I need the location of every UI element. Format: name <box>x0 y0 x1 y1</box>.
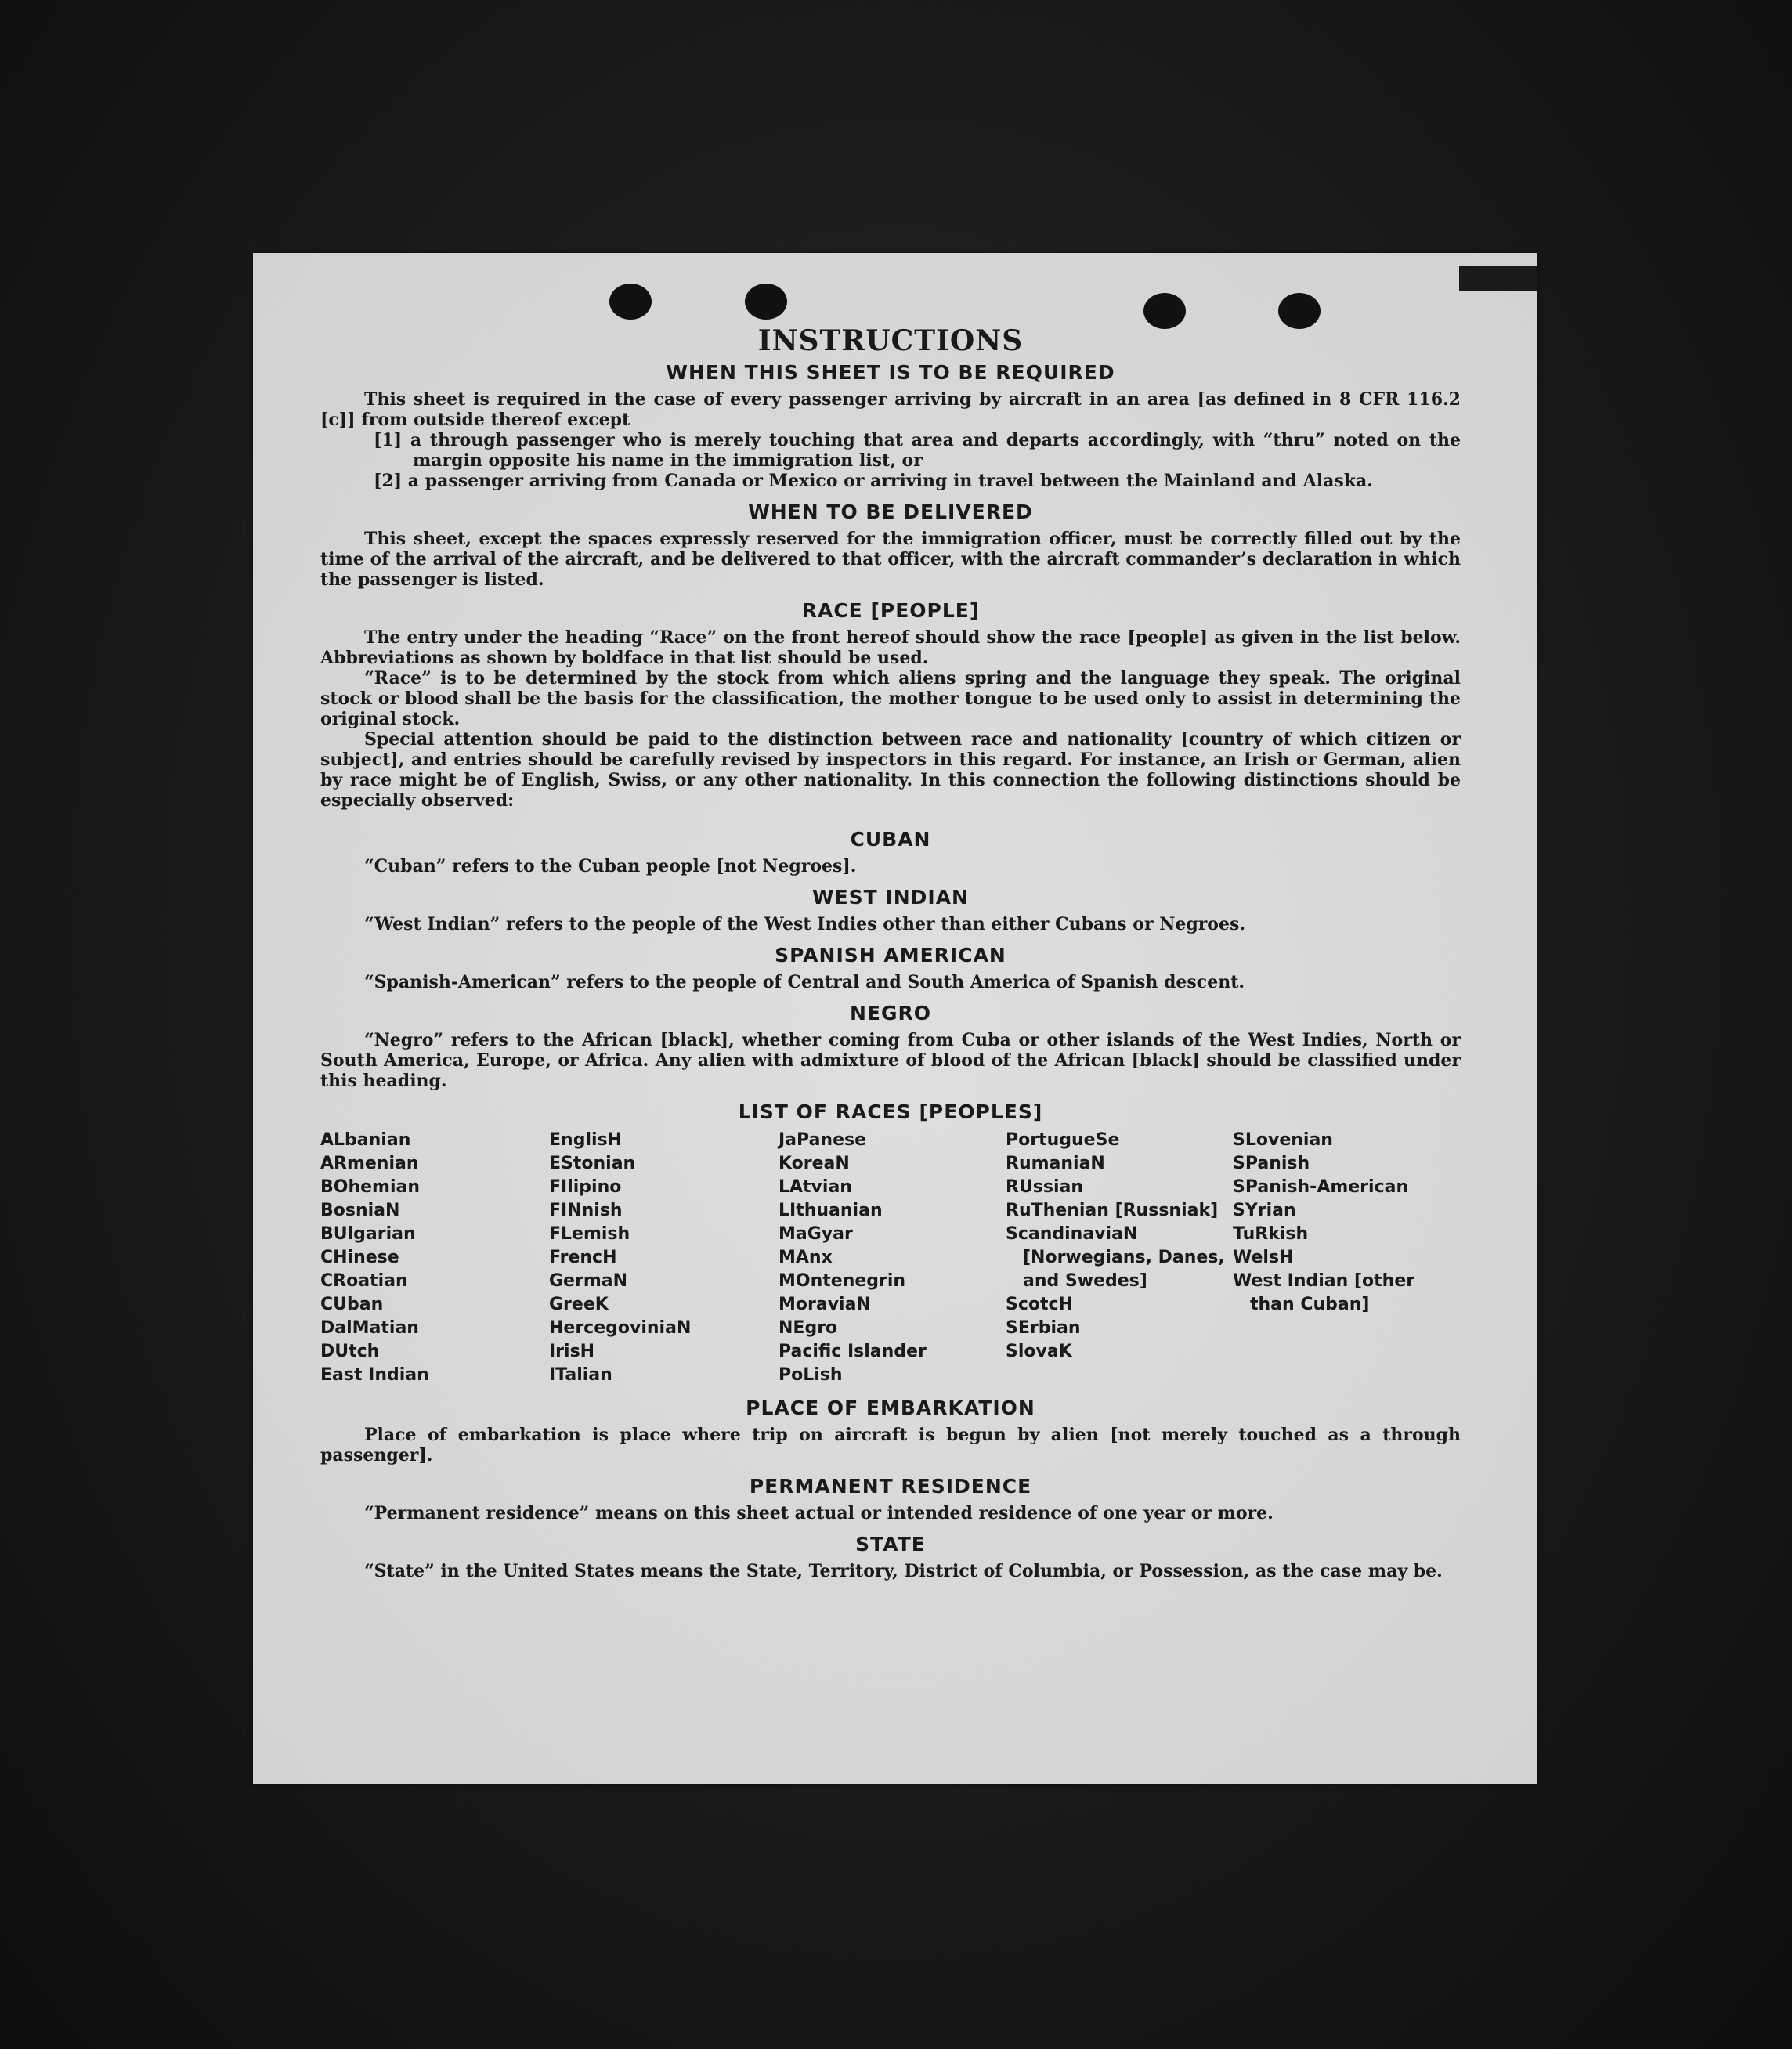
race-entry: CHinese <box>320 1248 399 1267</box>
race-entry: MOntenegrin <box>779 1271 906 1291</box>
race-paragraph: Special attention should be paid to the distinction between race and nationality [country of which citizen or subject], and entries should be carefully revised by inspectors in this regard. For instance, an Irish or German, alien by race might be of English, Swiss, or any other nationality. In this connection the following distinctions should be especially observed: <box>320 729 1461 811</box>
races-column <box>1006 1129 1233 1387</box>
race-entry: PortugueSe <box>1006 1130 1120 1150</box>
race-entry: ScotcH <box>1006 1295 1073 1314</box>
race-entry: DalMatian <box>320 1318 419 1338</box>
race-entry: LAtvian <box>779 1177 852 1197</box>
punch-hole <box>609 284 652 320</box>
exception-item: [1] a through passenger who is merely touching that area and departs accordingly, with “thru” noted on the margin opposite his name in the immigration list, or <box>374 430 1461 471</box>
race-entry: SLovenian <box>1233 1130 1333 1150</box>
sheet-corner-tab <box>1459 266 1537 291</box>
race-entry: TuRkish <box>1233 1224 1309 1244</box>
races-table <box>320 1129 1461 1387</box>
races-column <box>779 1129 1006 1387</box>
when-delivered-text: This sheet, except the spaces expressly reserved for the immigration officer, must be correctly filled out by the time of the arrival of the aircraft, and be delivered to that officer, with the aircraft commander’s declaration in which the passenger is listed. <box>320 529 1461 590</box>
spanish-american-heading: SPANISH AMERICAN <box>775 944 1006 967</box>
list-of-races-heading: LIST OF RACES [PEOPLES] <box>738 1100 1043 1123</box>
state-text: “State” in the United States means the State, Territory, District of Columbia, or Possession, as the case may be. <box>364 1561 1443 1581</box>
when-delivered-heading: WHEN TO BE DELIVERED <box>748 501 1033 523</box>
negro-heading: NEGRO <box>849 1002 932 1024</box>
race-entry: CUban <box>320 1295 384 1314</box>
race-heading: RACE [PEOPLE] <box>801 599 980 622</box>
race-paragraph: “Race” is to be determined by the stock from which aliens spring and the language they speak. The original stock or blood shall be the basis for the classification, the mother tongue to be used only to assist in determining the original stock. <box>320 668 1461 729</box>
race-entry: RumaniaN <box>1006 1154 1105 1173</box>
race-entry: SYrian <box>1233 1201 1296 1220</box>
instructions-content <box>320 317 1461 1581</box>
race-entry: KoreaN <box>779 1154 850 1173</box>
race-entry: FLemish <box>549 1224 630 1244</box>
race-entry: SPanish <box>1233 1154 1310 1173</box>
cuban-text: “Cuban” refers to the Cuban people [not Negroes]. <box>364 856 857 876</box>
race-entry: ALbanian <box>320 1130 411 1150</box>
residence-text: “Permanent residence” means on this sheet actual or intended residence of one year or more. <box>364 1503 1274 1523</box>
race-entry: DUtch <box>320 1342 380 1361</box>
race-entry: GreeK <box>549 1295 609 1314</box>
race-entry: FrencH <box>549 1248 617 1267</box>
race-entry: BUlgarian <box>320 1224 416 1244</box>
exception-item: [2] a passenger arriving from Canada or Mexico or arriving in travel between the Mainland and Alaska. <box>374 471 1373 491</box>
when-required-intro: This sheet is required in the case of every passenger arriving by aircraft in an area [as defined in 8 CFR 116.2 [c]] from outside thereof except <box>320 389 1461 430</box>
embarkation-heading: PLACE OF EMBARKATION <box>746 1397 1035 1419</box>
race-entry: ITalian <box>549 1365 612 1385</box>
punch-hole <box>745 284 787 320</box>
race-entry: IrisH <box>549 1342 595 1361</box>
spanish-american-text: “Spanish-American” refers to the people of Central and South America of Spanish descent. <box>364 972 1245 992</box>
race-entry: West Indian [other than Cuban] <box>1233 1271 1415 1314</box>
race-entry: CRoatian <box>320 1271 408 1291</box>
race-entry: ScandinaviaN [Norwegians, Danes, and Swedes] <box>1006 1224 1225 1291</box>
race-entry: EnglisH <box>549 1130 623 1150</box>
race-entry: BosniaN <box>320 1201 400 1220</box>
race-entry: MaGyar <box>779 1224 853 1244</box>
race-paragraph: The entry under the heading “Race” on the front hereof should show the race [people] as given in the list below. Abbreviations as shown by boldface in that list should be used. <box>320 627 1461 668</box>
embarkation-text: Place of embarkation is place where trip on aircraft is begun by alien [not merely touched as a through passenger]. <box>320 1425 1461 1465</box>
races-column <box>549 1129 779 1387</box>
race-entry: GermaN <box>549 1271 628 1291</box>
race-entry: NEgro <box>779 1318 838 1338</box>
west-indian-text: “West Indian” refers to the people of the West Indies other than either Cubans or Negroes. <box>364 914 1246 934</box>
race-entry: HercegoviniaN <box>549 1318 692 1338</box>
negro-text: “Negro” refers to the African [black], whether coming from Cuba or other islands of the West Indies, North or South America, Europe, or Africa. Any alien with admixture of blood of the African [black] should be classified under this heading. <box>320 1030 1461 1091</box>
race-entry: EStonian <box>549 1154 636 1173</box>
when-required-heading: WHEN THIS SHEET IS TO BE REQUIRED <box>666 361 1115 384</box>
race-entry: MAnx <box>779 1248 833 1267</box>
races-column <box>1233 1129 1461 1387</box>
state-heading: STATE <box>855 1533 926 1556</box>
race-entry: WelsH <box>1233 1248 1294 1267</box>
race-entry: SPanish-American <box>1233 1177 1409 1197</box>
race-entry: Pacific Islander <box>779 1342 927 1361</box>
race-entry: BOhemian <box>320 1177 421 1197</box>
race-entry: PoLish <box>779 1365 843 1385</box>
race-entry: MoraviaN <box>779 1295 871 1314</box>
race-entry: SErbian <box>1006 1318 1081 1338</box>
race-entry: LIthuanian <box>779 1201 883 1220</box>
cuban-heading: CUBAN <box>850 828 931 851</box>
race-entry: FINnish <box>549 1201 623 1220</box>
race-entry: RuThenian [Russniak] <box>1006 1201 1219 1220</box>
page-title: INSTRUCTIONS <box>757 324 1024 357</box>
race-entry: ARmenian <box>320 1154 419 1173</box>
race-entry: East Indian <box>320 1365 429 1385</box>
race-entry: FIlipino <box>549 1177 622 1197</box>
race-entry: JaPanese <box>779 1130 867 1150</box>
race-entry: SlovaK <box>1006 1342 1072 1361</box>
race-entry: RUssian <box>1006 1177 1084 1197</box>
west-indian-heading: WEST INDIAN <box>812 886 969 909</box>
residence-heading: PERMANENT RESIDENCE <box>749 1475 1032 1498</box>
races-column <box>320 1129 549 1387</box>
